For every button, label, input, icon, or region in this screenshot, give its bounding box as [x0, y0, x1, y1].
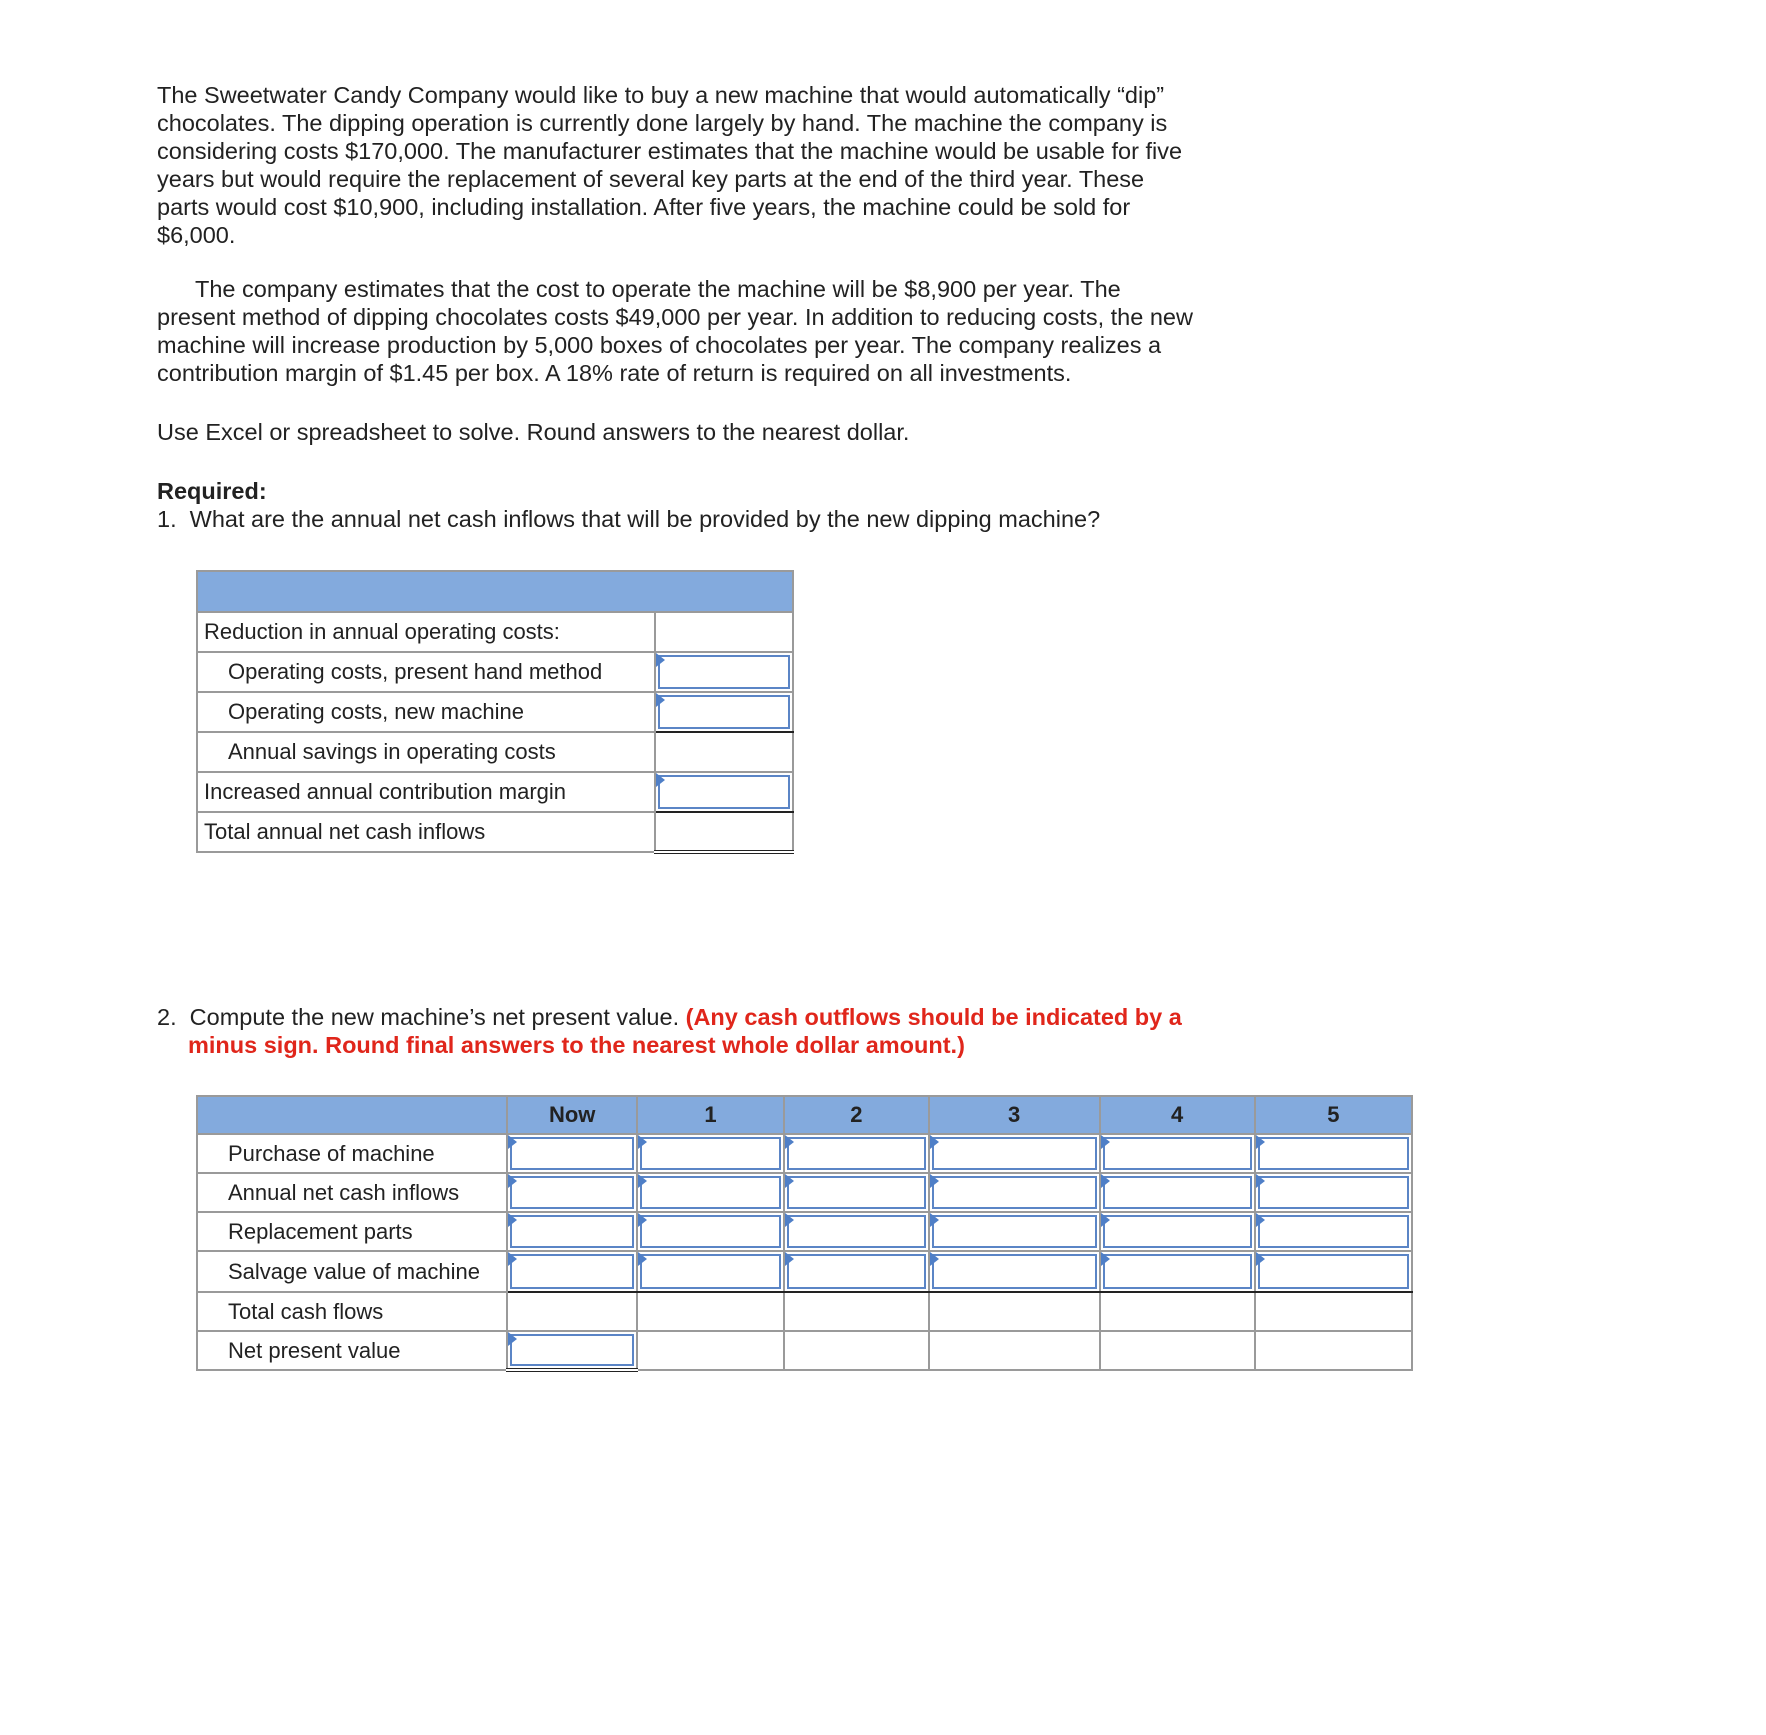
input-marker-icon — [1256, 1174, 1265, 1188]
question-2-note: (Any cash outflows should be indicated by a minus sign. Round final answers to the nearest whole dollar amount.) — [188, 1004, 1189, 1058]
question-2-text: 2. Compute the new machine’s net present value. — [157, 1004, 680, 1030]
header-year-5: 5 — [1255, 1096, 1412, 1134]
input-marker-icon — [638, 1135, 647, 1149]
table-row — [197, 1173, 1412, 1212]
row-label-replacement-parts: Replacement parts — [197, 1212, 507, 1251]
row-label-operating-costs-new-machine: Operating costs, new machine — [197, 692, 655, 732]
input-annual-net-cash-inflows-now[interactable] — [510, 1176, 633, 1209]
input-salvage-value-of-machine-now[interactable] — [510, 1254, 633, 1289]
input-marker-icon — [785, 1135, 794, 1149]
annual-cash-inflows-table — [196, 570, 794, 854]
header-year-1: 1 — [637, 1096, 784, 1134]
table-row — [197, 812, 793, 852]
row-label-annual-savings-in-operating-costs: Annual savings in operating costs — [197, 732, 655, 772]
required-heading: Required: — [157, 478, 267, 504]
row-label-total-cash-flows: Total cash flows — [197, 1292, 507, 1331]
table-row — [197, 1251, 1412, 1292]
input-marker-icon — [1101, 1135, 1110, 1149]
input-purchase-of-machine-2[interactable] — [787, 1137, 925, 1170]
value-annual-savings-in-operating-costs — [655, 732, 793, 772]
cell-net-present-value-3 — [929, 1331, 1100, 1370]
row-label-operating-costs-present-hand-method: Operating costs, present hand method — [197, 652, 655, 692]
question-2 — [157, 1003, 1198, 1059]
header-year-2: 2 — [784, 1096, 928, 1134]
cell-total-cash-flows-now — [507, 1292, 636, 1331]
input-annual-net-cash-inflows-1[interactable] — [640, 1176, 781, 1209]
header-year-3: 3 — [929, 1096, 1100, 1134]
row-label-total-annual-net-cash-inflows: Total annual net cash inflows — [197, 812, 655, 852]
header-row — [197, 1096, 1412, 1134]
cell-net-present-value-2 — [784, 1331, 928, 1370]
input-net-present-value-now[interactable] — [510, 1334, 633, 1366]
input-salvage-value-of-machine-2[interactable] — [787, 1254, 925, 1289]
input-marker-icon — [785, 1213, 794, 1227]
input-marker-icon — [930, 1252, 939, 1266]
input-purchase-of-machine-1[interactable] — [640, 1137, 781, 1170]
problem-paragraph-1: The Sweetwater Candy Company would like to buy a new machine that would automatically “dip” chocolates. The dipping operation is currently done largely by hand. The machine the company is considering costs $170,000. The manufacturer estimates that the machine would be usable for five years but would require the replacement of several key parts at the end of the third year. These parts would cost $10,900, including installation. After five years, the machine could be sold for $6,000. — [157, 82, 1183, 248]
input-salvage-value-of-machine-5[interactable] — [1258, 1254, 1409, 1289]
table-row — [197, 692, 793, 732]
input-marker-icon — [638, 1174, 647, 1188]
input-marker-icon — [1256, 1252, 1265, 1266]
input-marker-icon — [656, 653, 665, 667]
table-row — [197, 1212, 1412, 1251]
table-row — [197, 772, 793, 812]
input-marker-icon — [1101, 1174, 1110, 1188]
input-increased-annual-contribution-margin[interactable] — [658, 775, 790, 809]
row-label-reduction-in-annual-operating-costs: Reduction in annual operating costs: — [197, 612, 655, 652]
cell-total-cash-flows-2 — [784, 1292, 928, 1331]
input-marker-icon — [1101, 1252, 1110, 1266]
input-marker-icon — [1101, 1213, 1110, 1227]
header-year-now: Now — [507, 1096, 636, 1134]
input-marker-icon — [930, 1135, 939, 1149]
input-marker-icon — [638, 1213, 647, 1227]
input-marker-icon — [930, 1174, 939, 1188]
input-marker-icon — [785, 1174, 794, 1188]
table-row — [197, 1331, 1412, 1370]
cell-total-cash-flows-3 — [929, 1292, 1100, 1331]
header-blank — [197, 1096, 507, 1134]
table-row — [197, 612, 793, 652]
input-annual-net-cash-inflows-4[interactable] — [1103, 1176, 1252, 1209]
input-annual-net-cash-inflows-3[interactable] — [932, 1176, 1097, 1209]
input-marker-icon — [1256, 1213, 1265, 1227]
input-operating-costs-present-hand-method[interactable] — [658, 655, 790, 689]
problem-paragraph-2: The company estimates that the cost to operate the machine will be $8,900 per year. The present method of dipping chocolates costs $49,000 per year. In addition to reducing costs, the new machine will increase production by 5,000 boxes of chocolates per year. The company realizes a contribution margin of $1.45 per box. A 18% rate of return is required on all investments. — [157, 276, 1193, 386]
table-row — [197, 652, 793, 692]
input-replacement-parts-2[interactable] — [787, 1215, 925, 1248]
header-year-4: 4 — [1100, 1096, 1255, 1134]
input-marker-icon — [656, 693, 665, 707]
input-salvage-value-of-machine-1[interactable] — [640, 1254, 781, 1289]
input-marker-icon — [656, 773, 665, 787]
input-marker-icon — [508, 1174, 517, 1188]
input-marker-icon — [1256, 1135, 1265, 1149]
instructions: Use Excel or spreadsheet to solve. Round answers to the nearest dollar. — [157, 419, 910, 445]
input-marker-icon — [508, 1332, 517, 1346]
cell-net-present-value-5 — [1255, 1331, 1412, 1370]
table-row — [197, 732, 793, 772]
input-purchase-of-machine-4[interactable] — [1103, 1137, 1252, 1170]
input-marker-icon — [508, 1213, 517, 1227]
value-reduction-in-annual-operating-costs — [655, 612, 793, 652]
table-header — [197, 571, 793, 612]
cell-net-present-value-1 — [637, 1331, 784, 1370]
input-marker-icon — [508, 1135, 517, 1149]
row-label-salvage-value-of-machine: Salvage value of machine — [197, 1251, 507, 1292]
input-replacement-parts-1[interactable] — [640, 1215, 781, 1248]
row-label-net-present-value: Net present value — [197, 1331, 507, 1370]
question-1: 1. What are the annual net cash inflows that will be provided by the new dipping machine? — [157, 506, 1101, 532]
input-purchase-of-machine-5[interactable] — [1258, 1137, 1409, 1170]
input-marker-icon — [508, 1252, 517, 1266]
input-replacement-parts-4[interactable] — [1103, 1215, 1252, 1248]
table-row — [197, 1292, 1412, 1331]
input-operating-costs-new-machine[interactable] — [658, 695, 790, 729]
row-label-annual-net-cash-inflows: Annual net cash inflows — [197, 1173, 507, 1212]
cell-total-cash-flows-5 — [1255, 1292, 1412, 1331]
input-replacement-parts-3[interactable] — [932, 1215, 1097, 1248]
input-annual-net-cash-inflows-5[interactable] — [1258, 1176, 1409, 1209]
input-purchase-of-machine-now[interactable] — [510, 1137, 633, 1170]
input-replacement-parts-5[interactable] — [1258, 1215, 1409, 1248]
value-total-annual-net-cash-inflows — [655, 812, 793, 852]
cell-net-present-value-4 — [1100, 1331, 1255, 1370]
npv-table — [196, 1095, 1413, 1372]
row-label-increased-annual-contribution-margin: Increased annual contribution margin — [197, 772, 655, 812]
input-salvage-value-of-machine-4[interactable] — [1103, 1254, 1252, 1289]
input-marker-icon — [638, 1252, 647, 1266]
input-marker-icon — [930, 1213, 939, 1227]
row-label-purchase-of-machine: Purchase of machine — [197, 1134, 507, 1173]
cell-total-cash-flows-4 — [1100, 1292, 1255, 1331]
input-replacement-parts-now[interactable] — [510, 1215, 633, 1248]
cell-total-cash-flows-1 — [637, 1292, 784, 1331]
input-marker-icon — [785, 1252, 794, 1266]
input-purchase-of-machine-3[interactable] — [932, 1137, 1097, 1170]
input-annual-net-cash-inflows-2[interactable] — [787, 1176, 925, 1209]
table-row — [197, 1134, 1412, 1173]
input-salvage-value-of-machine-3[interactable] — [932, 1254, 1097, 1289]
